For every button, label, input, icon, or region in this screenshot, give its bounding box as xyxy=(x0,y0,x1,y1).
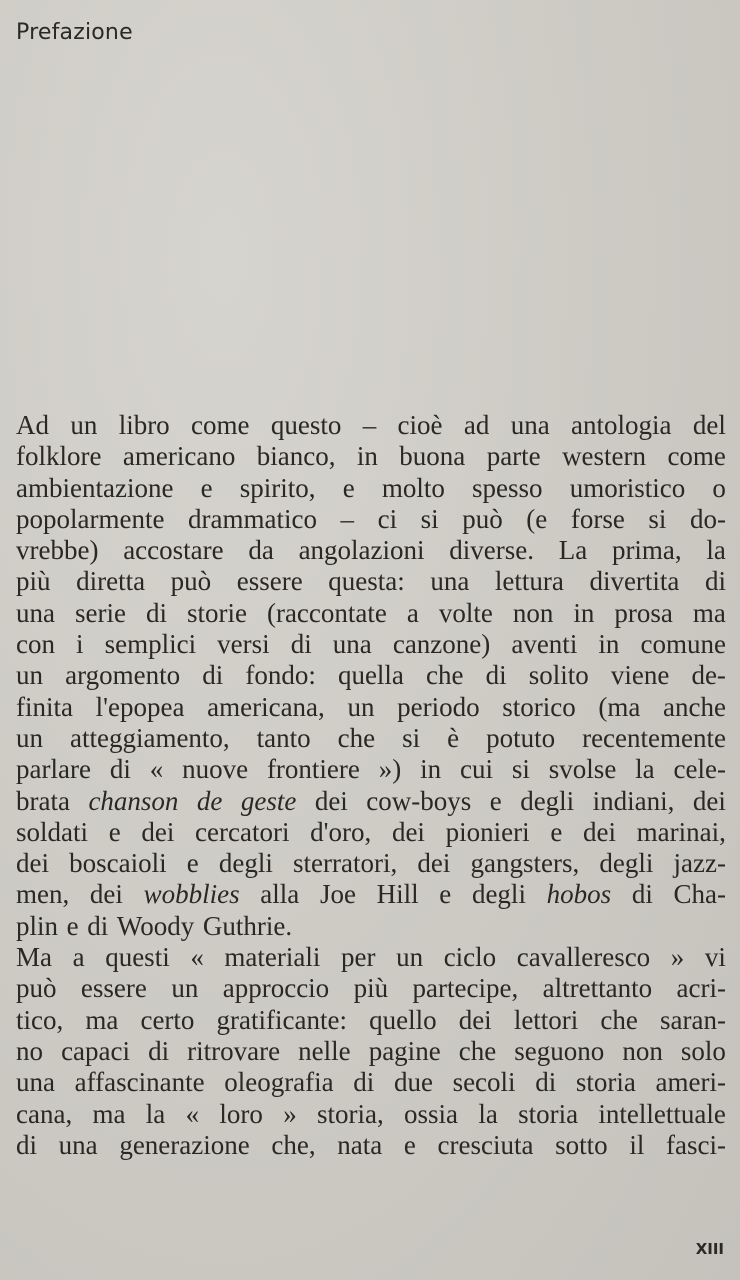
text-line: un atteggiamento, tanto che si è potuto recentemente xyxy=(16,722,726,753)
text-line: men, dei wobblies alla Joe Hill e degli hobos di Cha- xyxy=(16,879,726,910)
text-line: più diretta può essere questa: una lettura divertita di xyxy=(16,566,726,597)
text-line: cana, ma la « loro » storia, ossia la storia intellettuale xyxy=(16,1098,726,1129)
text-line: finita l'epopea americana, un periodo storico (ma anche xyxy=(16,691,726,722)
text-line: di una generazione che, nata e cresciuta sotto il fasci- xyxy=(16,1129,726,1160)
text-line: una serie di storie (raccontate a volte non in prosa ma xyxy=(16,597,726,628)
text-line: vrebbe) accostare da angolazioni diverse. La prima, la xyxy=(16,535,726,566)
text-line: Ad un libro come questo – cioè ad una antologia del xyxy=(16,410,726,440)
text-line: Ma a questi « materiali per un ciclo cavalleresco » vi xyxy=(16,942,726,973)
text-line: può essere un approccio più partecipe, altrettanto acri- xyxy=(16,973,726,1004)
text-line: una affascinante oleografia di due secoli di storia ameri- xyxy=(16,1067,726,1098)
text-line: brata chanson de geste dei cow-boys e degli indiani, dei xyxy=(16,785,726,816)
text-line: tico, ma certo gratificante: quello dei lettori che saran- xyxy=(16,1004,726,1035)
text-line: plin e di Woody Guthrie. xyxy=(16,910,293,941)
text-line: ambientazione e spirito, e molto spesso umoristico o xyxy=(16,472,726,503)
text-line: dei boscaioli e degli sterratori, dei gangsters, degli jazz- xyxy=(16,848,726,879)
text-line: popolarmente drammatico – ci si può (e forse si do- xyxy=(16,503,726,534)
text-line: un argomento di fondo: quella che di solito viene de- xyxy=(16,660,726,691)
page-number: XIII xyxy=(695,1240,724,1258)
text-line: folklore americano bianco, in buona parte western come xyxy=(16,441,726,472)
text-line: parlare di « nuove frontiere ») in cui si svolse la cele- xyxy=(16,754,726,785)
text-line: con i semplici versi di una canzone) aventi in comune xyxy=(16,629,726,660)
text-line: soldati e dei cercatori d'oro, dei pionieri e dei marinai, xyxy=(16,816,726,847)
text-line: no capaci di ritrovare nelle pagine che seguono non solo xyxy=(16,1035,726,1066)
body-paragraphs xyxy=(16,410,726,1161)
chapter-title: Prefazione xyxy=(16,20,133,45)
